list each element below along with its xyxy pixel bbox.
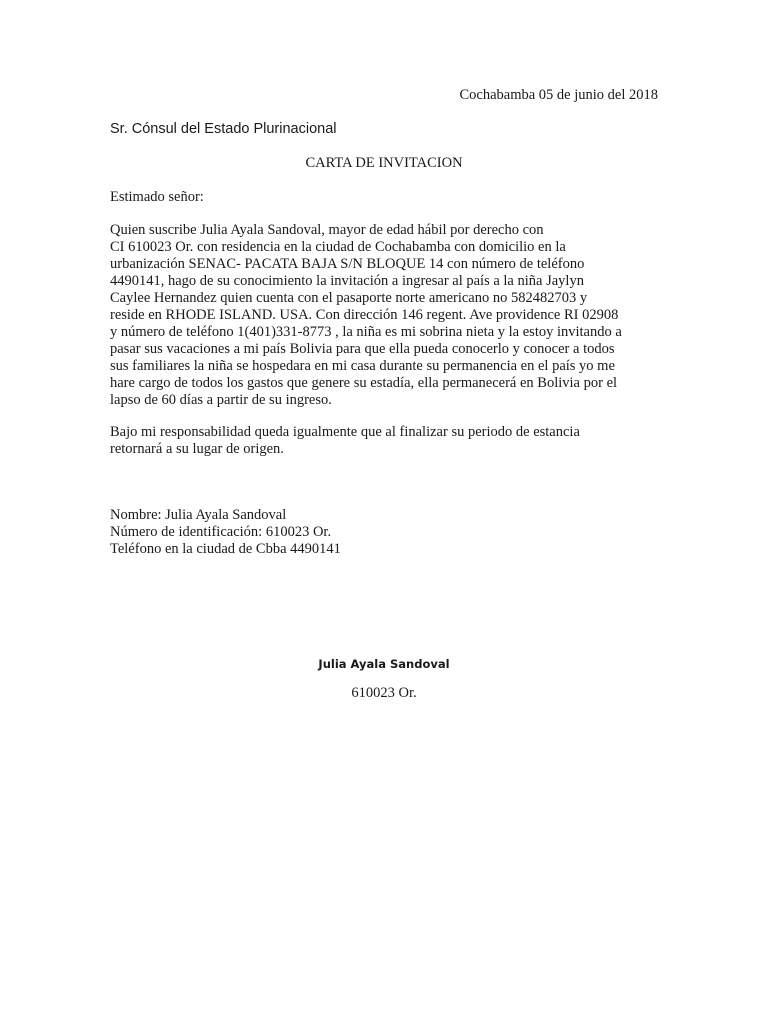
paragraph-line: retornará a su lugar de origen.	[110, 441, 284, 457]
letter-title: CARTA DE INVITACION	[305, 155, 463, 171]
paragraph-line: pasar sus vacaciones a mi país Bolivia para que ella pueda conocerlo y conocer a todos	[110, 341, 615, 357]
paragraph-line: Caylee Hernandez quien cuenta con el pasaporte norte americano no 582482703 y	[110, 290, 588, 306]
paragraph-line: sus familiares la niña se hospedara en mi casa durante su permanencia en el país yo me	[110, 358, 615, 374]
paragraph-line: hare cargo de todos los gastos que genere su estadía, ella permanecerá en Bolivia por el	[110, 375, 618, 391]
addressee: Sr. Cónsul del Estado Plurinacional	[110, 121, 337, 137]
paragraph-line: CI 610023 Or. con residencia en la ciudad de Cochabamba con domicilio en la	[110, 239, 566, 255]
body-paragraph-responsibility	[110, 424, 670, 458]
paragraph-line: 4490141, hago de su conocimiento la invitación a ingresar al país a la niña Jaylyn	[110, 273, 584, 289]
signature-name: Julia Ayala Sandoval	[318, 657, 450, 671]
identification-block	[110, 507, 341, 558]
signature-id: 610023 Or.	[351, 685, 417, 701]
identification-name: Nombre: Julia Ayala Sandoval	[110, 507, 287, 523]
identification-phone: Teléfono en la ciudad de Cbba 4490141	[110, 541, 341, 557]
paragraph-line: Bajo mi responsabilidad queda igualmente que al finalizar su periodo de estancia	[110, 424, 580, 440]
date-line: Cochabamba 05 de junio del 2018	[459, 87, 658, 103]
paragraph-line: lapso de 60 días a partir de su ingreso.	[110, 392, 332, 408]
body-paragraph-invitation	[110, 222, 670, 409]
paragraph-line: y número de teléfono 1(401)331-8773 , la niña es mi sobrina nieta y la estoy invitando a	[110, 324, 622, 340]
salutation: Estimado señor:	[110, 189, 204, 205]
paragraph-line: reside en RHODE ISLAND. USA. Con dirección 146 regent. Ave providence RI 02908	[110, 307, 619, 323]
paragraph-line: Quien suscribe Julia Ayala Sandoval, mayor de edad hábil por derecho con	[110, 222, 544, 238]
identification-number: Número de identificación: 610023 Or.	[110, 524, 332, 540]
paragraph-line: urbanización SENAC- PACATA BAJA S/N BLOQUE 14 con número de teléfono	[110, 256, 585, 272]
